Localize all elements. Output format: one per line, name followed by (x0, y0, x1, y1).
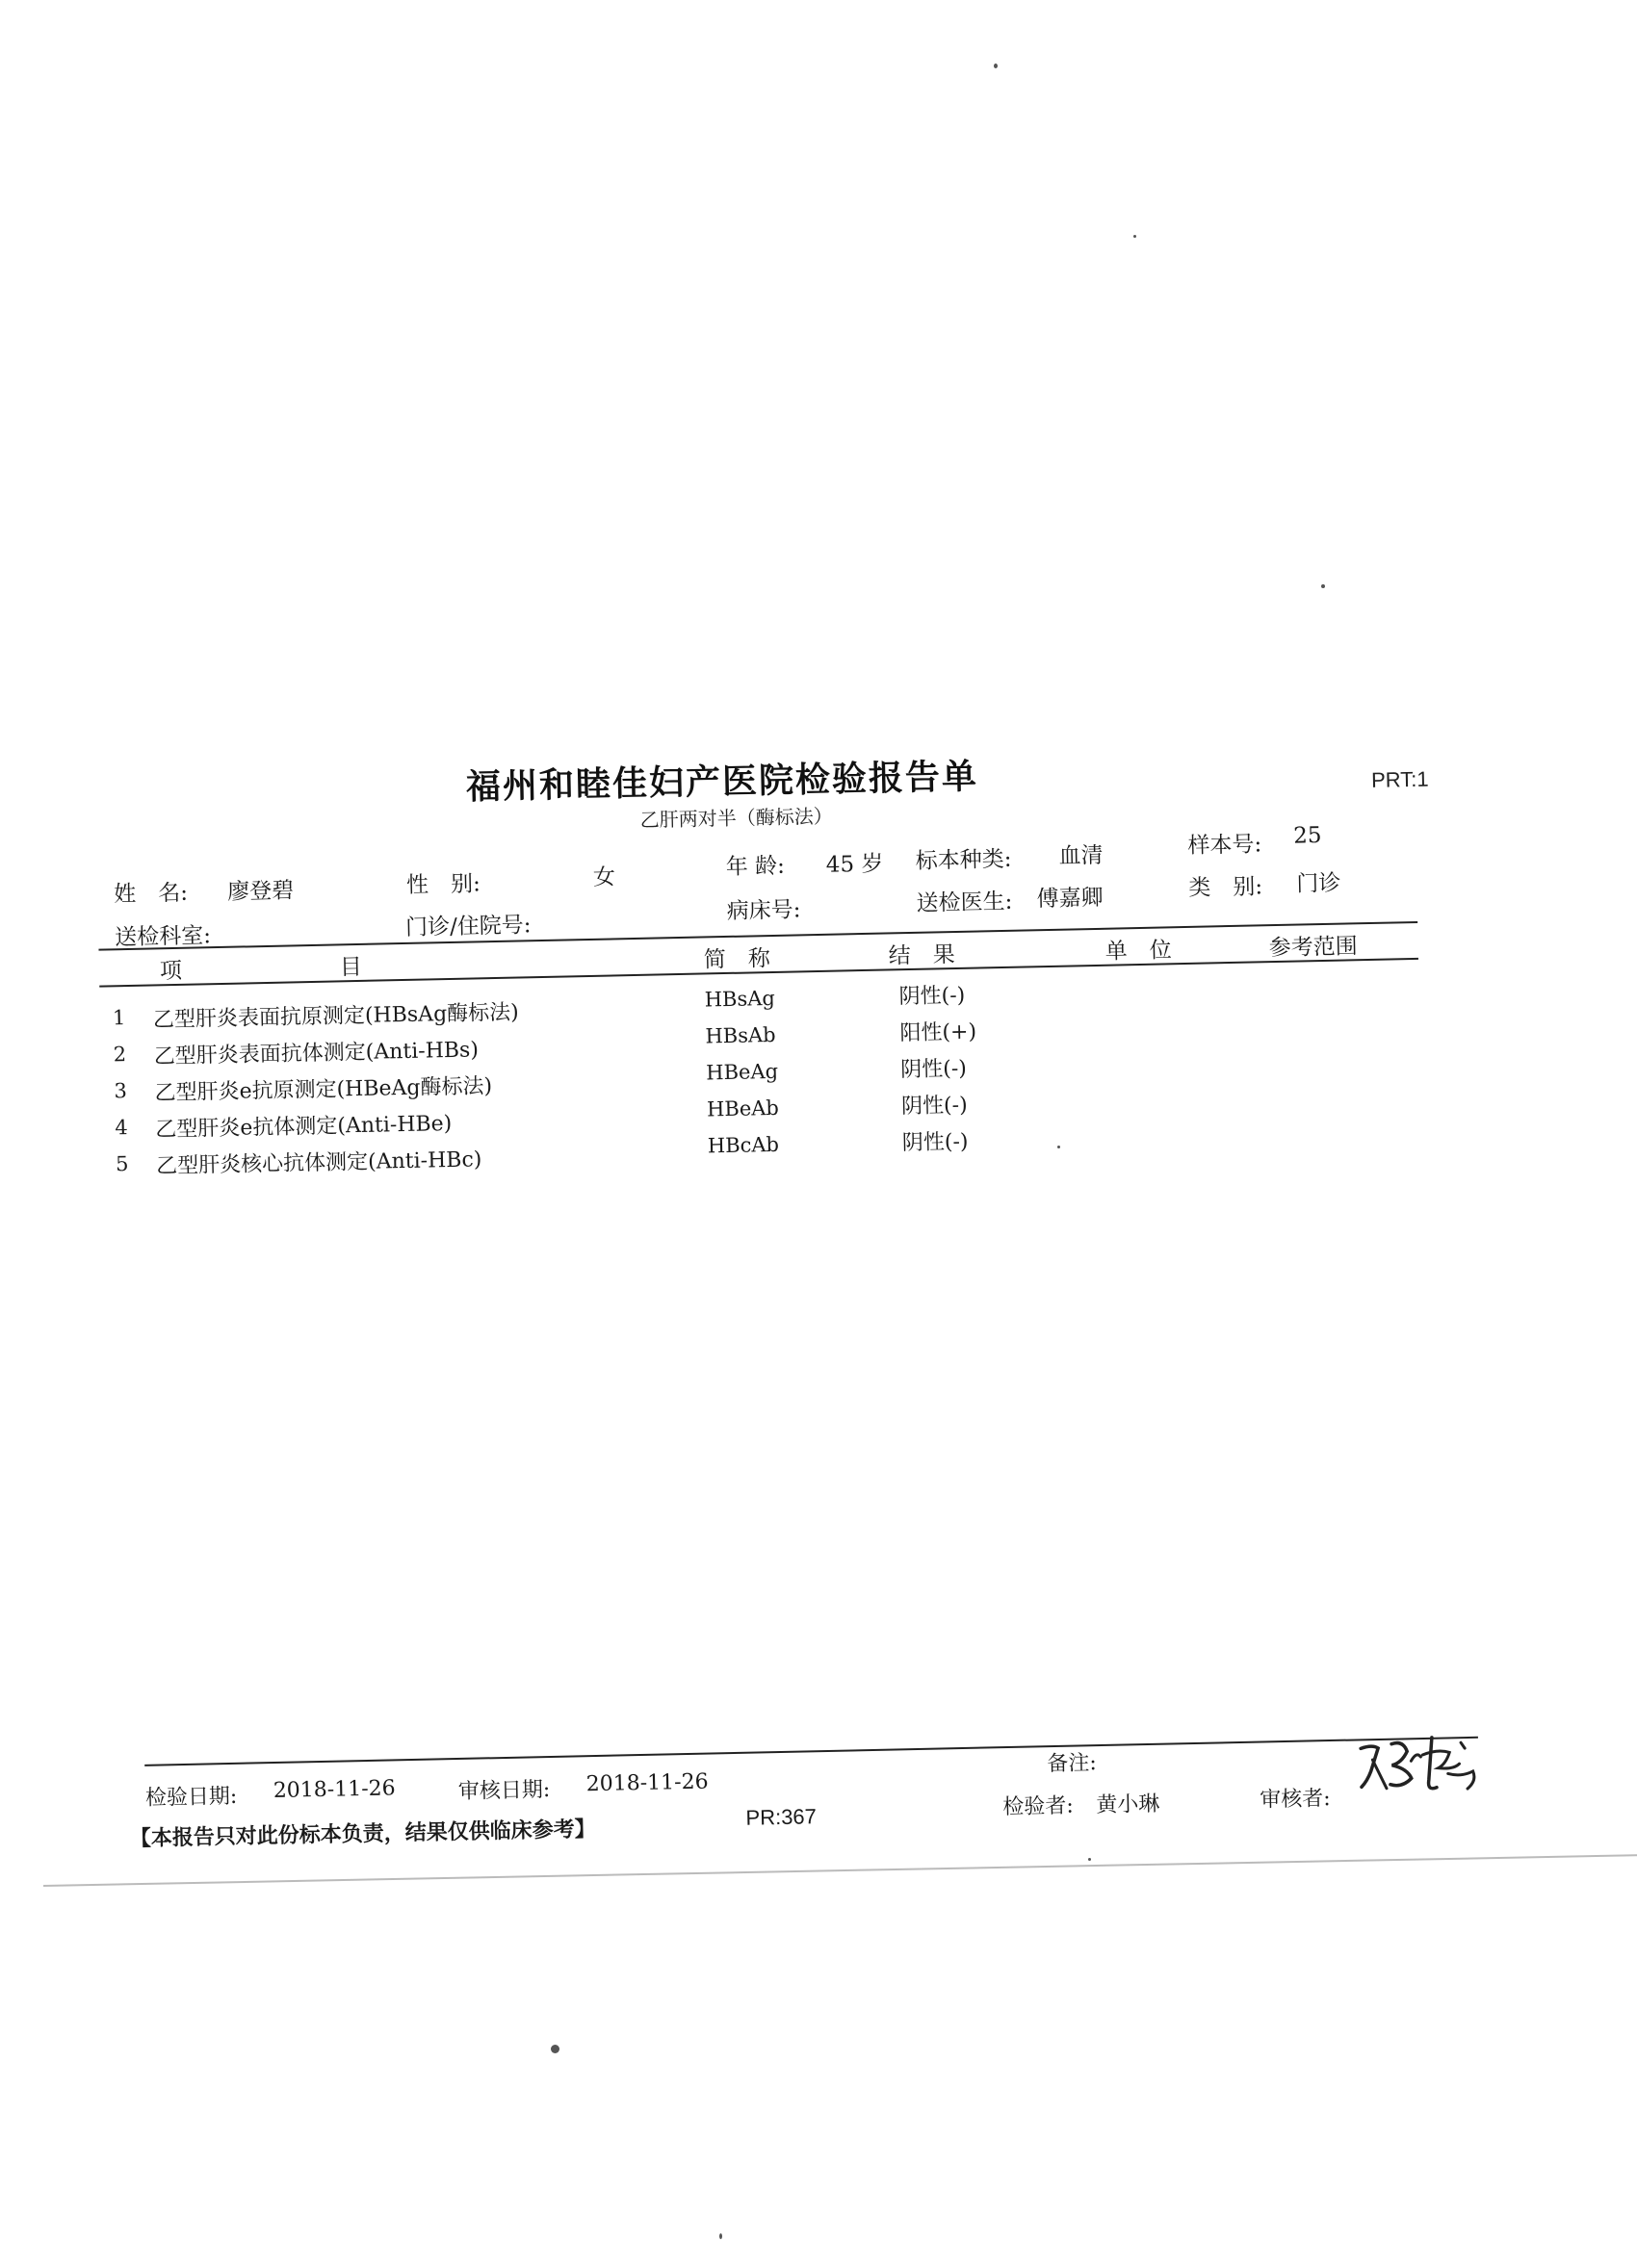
row-item: 乙型肝炎表面抗原测定(HBsAg酶标法) (152, 1000, 519, 1033)
test-date: 2018-11-26 (273, 1776, 396, 1804)
category-label: 类 别: (1188, 874, 1263, 901)
col-header-result: 结 果 (888, 942, 956, 969)
prt-code: PRT:1 (1370, 766, 1429, 792)
doctor-label: 送检医生: (916, 889, 1013, 916)
report-subtitle: 乙肝两对半（酶标法） (639, 804, 833, 832)
tester-name: 黄小琳 (1096, 1791, 1160, 1818)
row-abbr: HBsAg (704, 986, 776, 1012)
row-result: 阴性(-) (898, 983, 966, 1010)
review-date: 2018-11-26 (585, 1769, 709, 1797)
row-result: 阴性(-) (900, 1093, 968, 1120)
patient-name: 廖登碧 (226, 878, 295, 905)
sample-no: 25 (1292, 823, 1322, 849)
row-abbr: HBeAg (706, 1059, 779, 1085)
outpatient-no-label: 门诊/住院号: (404, 913, 532, 941)
row-number: 3 (114, 1079, 128, 1103)
row-result: 阳性(+) (899, 1019, 977, 1046)
row-result: 阴性(-) (901, 1129, 969, 1156)
report-title: 福州和睦佳妇产医院检验报告单 (465, 757, 979, 808)
bed-no-label: 病床号: (726, 897, 801, 924)
row-item: 乙型肝炎表面抗体测定(Anti-HBs) (153, 1038, 480, 1070)
row-abbr: HBsAb (705, 1022, 776, 1048)
col-header-item-b: 目 (339, 954, 363, 981)
reviewer-label: 审核者: (1259, 1787, 1331, 1813)
patient-sex: 女 (592, 864, 616, 890)
sex-label: 性 别: (405, 871, 481, 898)
test-date-label: 检验日期: (144, 1784, 238, 1811)
row-item: 乙型肝炎e抗原测定(HBeAg酶标法) (154, 1074, 493, 1106)
row-number: 5 (115, 1152, 129, 1176)
specimen-label: 标本种类: (915, 846, 1012, 874)
row-number: 1 (112, 1006, 126, 1030)
footer-rule (144, 1737, 1478, 1766)
tester-label: 检验者: (1002, 1793, 1074, 1820)
sample-no-label: 样本号: (1187, 832, 1262, 859)
row-abbr: HBcAb (707, 1132, 780, 1158)
pr-code: PR:367 (745, 1804, 818, 1830)
row-abbr: HBeAb (706, 1095, 780, 1121)
patient-age: 45 岁 (825, 851, 884, 878)
age-label: 年 龄: (725, 853, 786, 880)
reviewer-signature (1353, 1729, 1490, 1809)
name-label: 姓 名: (113, 880, 189, 908)
row-result: 阴性(-) (900, 1056, 968, 1083)
row-number: 4 (115, 1116, 128, 1140)
col-header-unit: 单 位 (1104, 938, 1172, 965)
row-item: 乙型肝炎e抗体测定(Anti-HBe) (155, 1111, 453, 1143)
review-date-label: 审核日期: (457, 1778, 551, 1804)
specimen-type: 血清 (1058, 842, 1104, 869)
doctor-name: 傅嘉卿 (1036, 885, 1104, 913)
category-value: 门诊 (1296, 870, 1341, 897)
dept-label: 送检科室: (114, 923, 212, 951)
col-header-item-a: 项 (159, 958, 183, 985)
col-header-abbr: 简 称 (703, 946, 771, 973)
remark-label: 备注: (1047, 1751, 1098, 1777)
col-header-range: 参考范围 (1268, 934, 1358, 962)
row-item: 乙型肝炎核心抗体测定(Anti-HBc) (155, 1147, 482, 1179)
row-number: 2 (113, 1043, 127, 1067)
disclaimer: 【本报告只对此份标本负责，结果仅供临床参考】 (129, 1817, 596, 1852)
